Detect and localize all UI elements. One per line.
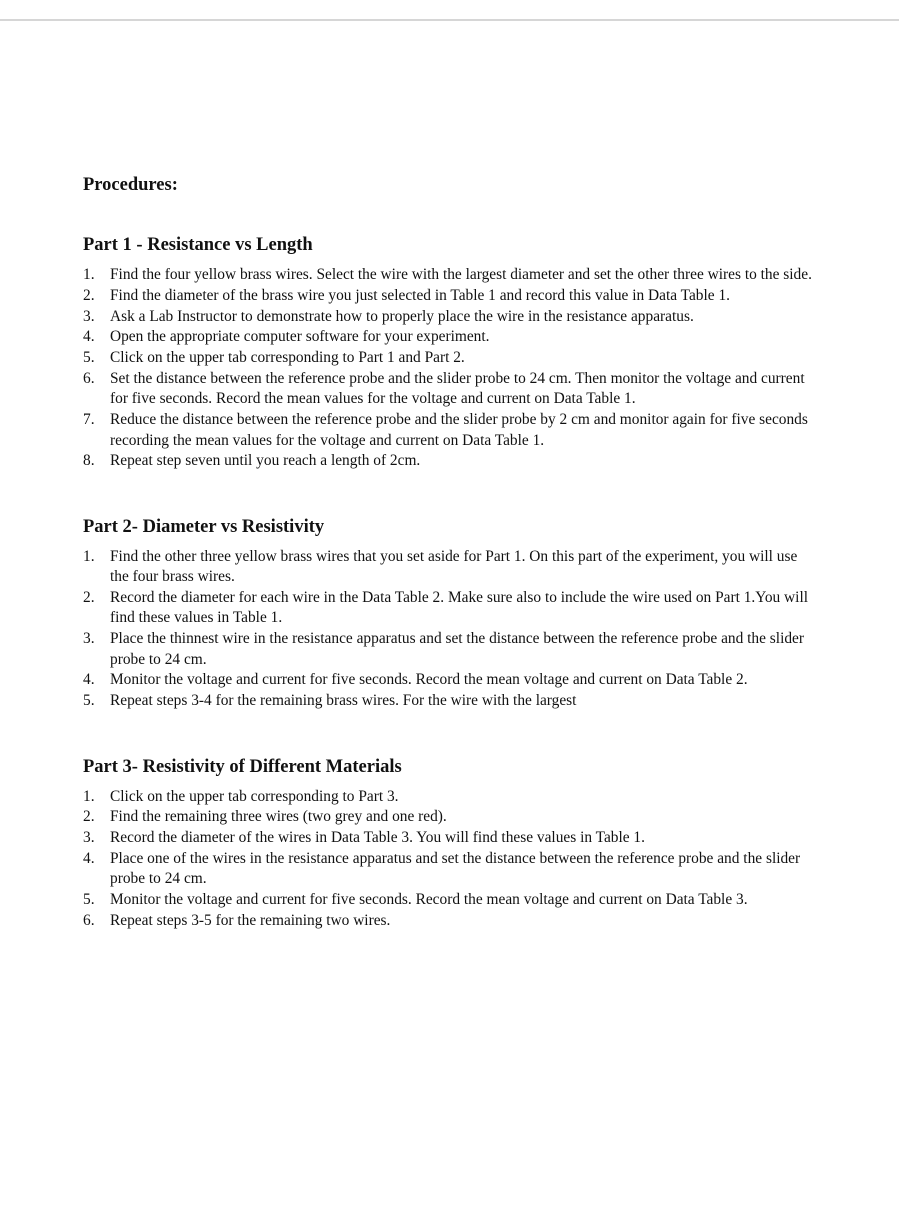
list-item: 3. Place the thinnest wire in the resistance apparatus and set the distance between the reference probe and the slider probe to 24 cm. bbox=[83, 630, 804, 668]
top-divider bbox=[0, 19, 899, 21]
list-item: 3. Ask a Lab Instructor to demonstrate how to properly place the wire in the resistance apparatus. bbox=[83, 307, 694, 325]
step-text: Find the remaining three wires (two grey and one red). bbox=[110, 808, 447, 826]
part3-steps bbox=[83, 787, 813, 932]
list-item: 1. Find the other three yellow brass wires that you set aside for Part 1. On this part of the experiment, you will use the four brass wires. bbox=[83, 547, 798, 586]
list-item: 4. Place one of the wires in the resistance apparatus and set the distance between the reference probe and the slider probe to 24 cm. bbox=[83, 850, 801, 888]
step-text: Ask a Lab Instructor to demonstrate how to properly place the wire in the resistance apparatus. bbox=[110, 307, 694, 325]
step-text: Reduce the distance between the reference probe and the slider probe by 2 cm and monitor again for five seconds recording the mean values for the voltage and current on Data Table 1. bbox=[110, 411, 808, 449]
step-text: Find the other three yellow brass wires that you set aside for Part 1. On this part of the experiment, you will use the four brass wires. bbox=[110, 547, 798, 586]
part2-steps bbox=[83, 547, 813, 712]
step-text: Repeat steps 3-4 for the remaining brass wires. For the wire with the largest bbox=[110, 692, 577, 710]
list-item: 4. Monitor the voltage and current for five seconds. Record the mean voltage and current on Data Table 2. bbox=[83, 671, 748, 689]
list-item: 5. Monitor the voltage and current for five seconds. Record the mean voltage and current on Data Table 3. bbox=[83, 891, 748, 909]
step-text: Repeat step seven until you reach a length of 2cm. bbox=[110, 452, 421, 470]
list-item: 6. Repeat steps 3-5 for the remaining two wires. bbox=[83, 912, 391, 929]
list-item: 1. Click on the upper tab corresponding to Part 3. bbox=[83, 787, 399, 805]
step-text: Monitor the voltage and current for five seconds. Record the mean voltage and current on Data Table 2. bbox=[110, 671, 748, 689]
list-item: 4. Open the appropriate computer software for your experiment. bbox=[83, 328, 490, 346]
document-body bbox=[83, 172, 813, 932]
step-text: Find the four yellow brass wires. Select the wire with the largest diameter and set the other three wires to the side. bbox=[110, 266, 812, 283]
step-text: Place the thinnest wire in the resistance apparatus and set the distance between the reference probe and the slider probe to 24 cm. bbox=[110, 630, 804, 668]
list-item: 2. Record the diameter for each wire in the Data Table 2. Make sure also to include the wire used on Part 1.You will find these values in Table 1. bbox=[83, 589, 809, 627]
list-item: 5. Repeat steps 3-4 for the remaining brass wires. For the wire with the largest bbox=[83, 692, 577, 710]
list-item: 3. Record the diameter of the wires in Data Table 3. You will find these values in Table 1. bbox=[83, 829, 645, 847]
step-text: Find the diameter of the brass wire you just selected in Table 1 and record this value in Data Table 1. bbox=[110, 286, 730, 304]
part1-title: Part 1 - Resistance vs Length bbox=[83, 235, 313, 255]
step-text: Repeat steps 3-5 for the remaining two wires. bbox=[110, 912, 391, 929]
step-text: Open the appropriate computer software for your experiment. bbox=[110, 328, 490, 346]
part1-steps bbox=[83, 265, 813, 472]
step-text: Click on the upper tab corresponding to Part 3. bbox=[110, 787, 399, 805]
step-text: Click on the upper tab corresponding to Part 1 and Part 2. bbox=[110, 349, 465, 367]
part3-title: Part 3- Resistivity of Different Materials bbox=[83, 756, 402, 777]
step-text: Set the distance between the reference probe and the slider probe to 24 cm. Then monitor the voltage and current for five seconds. Record the mean values for the voltage and current on Data Table 1. bbox=[110, 369, 805, 408]
step-text: Record the diameter for each wire in the Data Table 2. Make sure also to include the wire used on Part 1.You will find these values in Table 1. bbox=[110, 589, 809, 627]
step-text: Monitor the voltage and current for five seconds. Record the mean voltage and current on Data Table 3. bbox=[110, 891, 748, 909]
list-item: 8. Repeat step seven until you reach a length of 2cm. bbox=[83, 452, 421, 470]
step-text: Place one of the wires in the resistance apparatus and set the distance between the reference probe and the slider probe to 24 cm. bbox=[110, 850, 801, 888]
step-text: Record the diameter of the wires in Data Table 3. You will find these values in Table 1. bbox=[110, 829, 645, 847]
list-item: 2. Find the remaining three wires (two grey and one red). bbox=[83, 808, 447, 826]
list-item: 6. Set the distance between the reference probe and the slider probe to 24 cm. Then monitor the voltage and current for five seconds. Record the mean values for the voltage and current on Data Table 1. bbox=[83, 369, 805, 408]
procedures-heading: Procedures: bbox=[83, 175, 178, 195]
list-item: 7. Reduce the distance between the reference probe and the slider probe by 2 cm and monitor again for five seconds recording the mean values for the voltage and current on Data Table 1. bbox=[83, 411, 808, 449]
list-item: 2. Find the diameter of the brass wire you just selected in Table 1 and record this value in Data Table 1. bbox=[83, 286, 730, 304]
part2-title: Part 2- Diameter vs Resistivity bbox=[83, 516, 325, 537]
list-item: 1. Find the four yellow brass wires. Select the wire with the largest diameter and set the other three wires to the side. bbox=[83, 266, 812, 283]
list-item: 5. Click on the upper tab corresponding to Part 1 and Part 2. bbox=[83, 349, 465, 367]
